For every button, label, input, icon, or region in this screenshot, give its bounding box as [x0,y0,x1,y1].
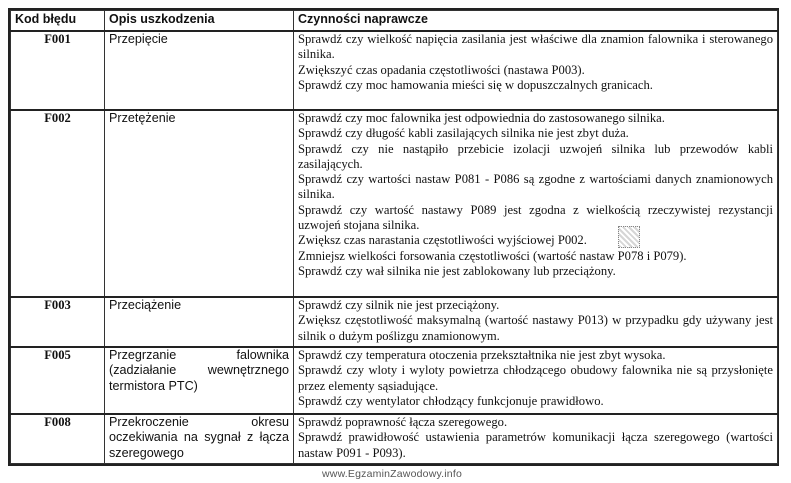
error-code: F001 [11,31,105,110]
repair-actions [294,297,778,347]
action-line: Sprawdź czy długość kabli zasilających silnika nie jest zbyt duża. [298,126,629,141]
repair-actions [294,110,778,297]
error-description: Przetężenie [105,110,294,297]
repair-actions [294,414,778,464]
table-row [11,297,778,347]
table-header-row [11,11,778,32]
error-description: Przekroczenie okresu oczekiwania na sygnał z łącza szeregowego [105,414,294,464]
action-line: Sprawdź czy moc falownika jest odpowiednia do zastosowanego silnika. [298,111,665,125]
header-description: Opis uszkodzenia [105,11,294,32]
error-description: Przeciążenie [105,297,294,347]
action-line: Sprawdź czy wentylator chłodzący funkcjonuje prawidłowo. [298,393,604,408]
error-description: Przepięcie [105,31,294,110]
error-code: F005 [11,347,105,414]
action-line: Sprawdź czy wał silnika nie jest zablokowany lub przeciążony. [298,263,616,278]
action-line: Sprawdź czy moc hamowania mieści się w dopuszczalnych granicach. [298,77,653,92]
header-code: Kod błędu [11,11,105,32]
image-placeholder-icon [618,226,640,248]
action-line: Sprawdź czy wartość nastawy P089 jest zgodna z wielkością rzeczywistej rezystancji uzwojeń stojana silnika. [298,202,773,233]
error-table-frame [8,8,779,466]
repair-actions [294,31,778,110]
error-code: F002 [11,110,105,297]
action-line: Zwiększ czas narastania częstotliwości wyjściowej P002. [298,233,587,248]
error-description: Przegrzanie falownika (zadziałanie wewnętrznego termistora PTC) [105,347,294,414]
watermark: www.EgzaminZawodowy.info [322,468,462,480]
error-codes-table [10,10,778,464]
table-row [11,110,778,297]
action-line: Sprawdź czy wielkość napięcia zasilania jest właściwe dla znamion falownika i sterowanego silnika. [298,32,773,62]
action-line: Sprawdź czy wloty i wyloty powietrza chłodzącego obudowy falownika nie są przysłonięte przez elementy sąsiadujące. [298,363,773,393]
action-line: Sprawdź poprawność łącza szeregowego. [298,415,508,429]
table-row [11,414,778,464]
error-code: F003 [11,297,105,347]
action-line: Sprawdź prawidłowość ustawienia parametrów komunikacji łącza szeregowego (wartości nastaw P091 - P093). [298,430,773,460]
action-line: Zwiększyć czas opadania częstotliwości (nastawa P003). [298,62,585,77]
action-line: Sprawdź czy wartości nastaw P081 - P086 są zgodne z wartościami danych znamionowych silnika. [298,172,773,202]
table-row [11,347,778,414]
action-line: Zwiększ częstotliwość maksymalną (wartość nastawy P013) w przypadku gdy używany jest silnik o dużym poślizgu znamionowym. [298,313,773,343]
action-line: Sprawdź czy temperatura otoczenia przekształtnika nie jest zbyt wysoka. [298,348,666,362]
repair-actions [294,347,778,414]
action-line: Sprawdź czy nie nastąpiło przebicie izolacji uzwojeń silnika lub przewodów kabli zasilających. [298,141,773,171]
error-code: F008 [11,414,105,464]
action-line: Sprawdź czy silnik nie jest przeciążony. [298,298,500,312]
action-line: Zmniejsz wielkości forsowania częstotliwości (wartość nastaw P078 i P079). [298,248,687,263]
header-actions: Czynności naprawcze [294,11,778,32]
table-row [11,31,778,110]
